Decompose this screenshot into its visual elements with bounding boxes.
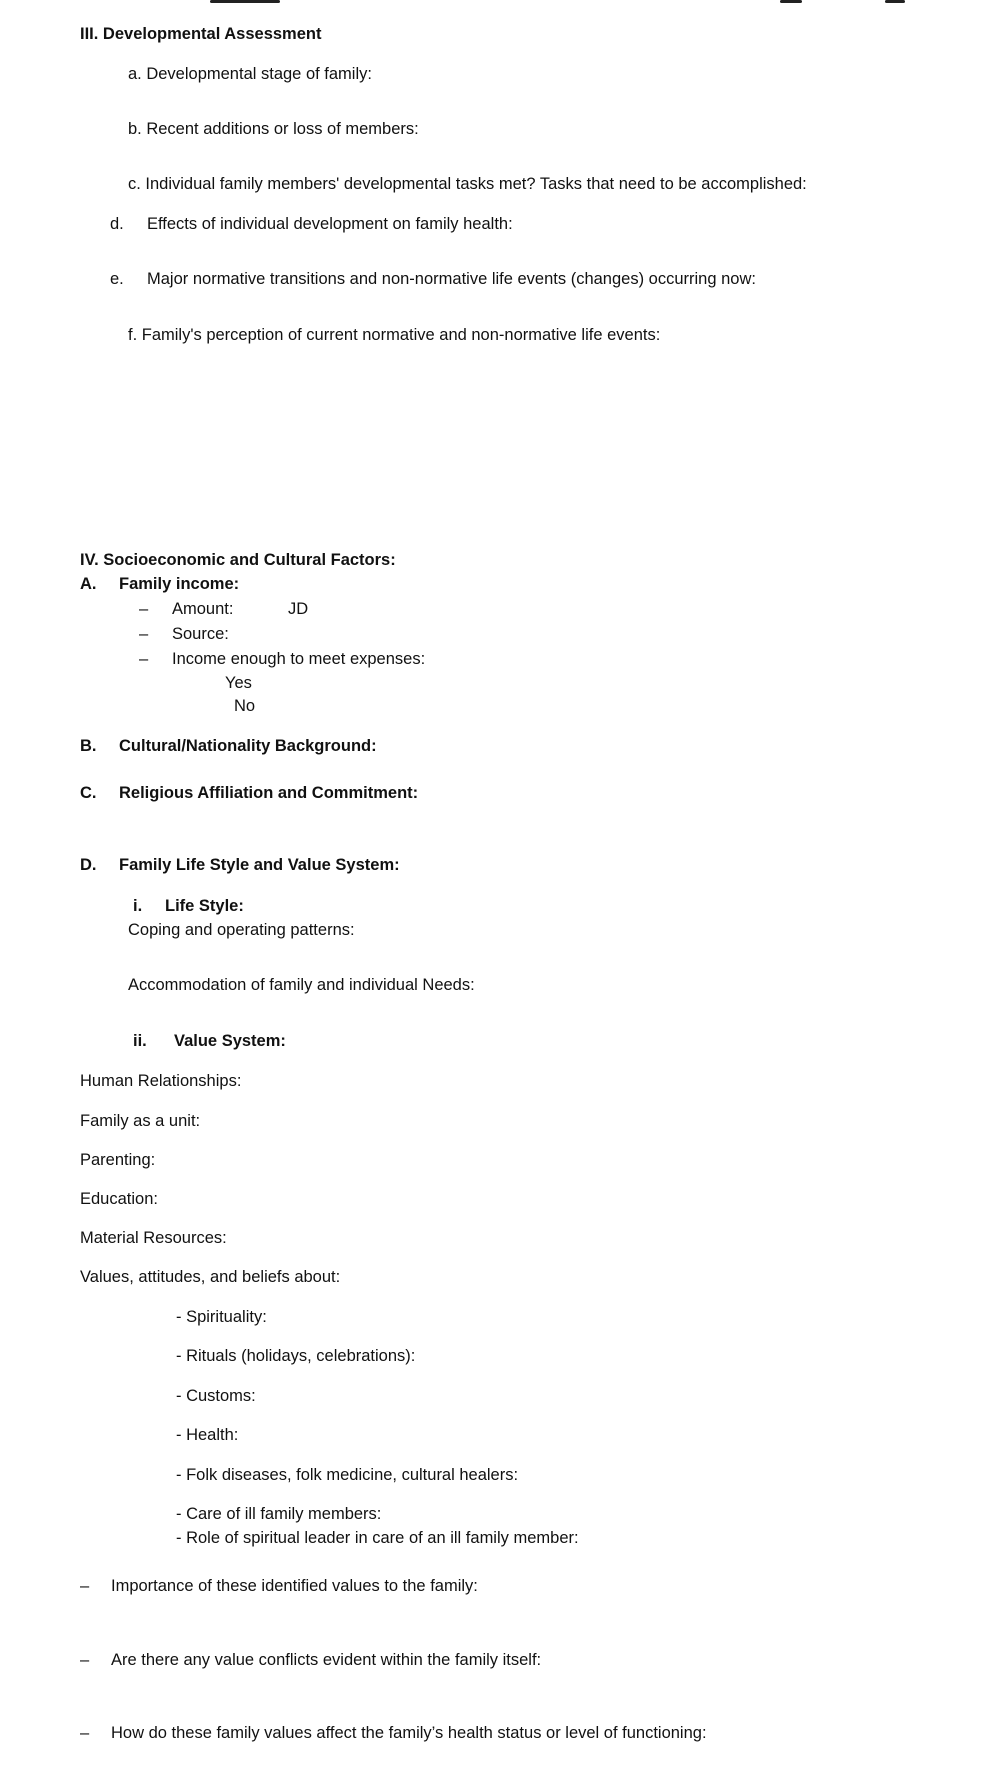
value-line: Education: [80, 1190, 158, 1208]
value-line: Family as a unit: [80, 1112, 201, 1130]
belief-item: - Rituals (holidays, celebrations): [176, 1347, 416, 1365]
item-a: a. Developmental stage of family: [128, 65, 372, 83]
item-e: Major normative transitions and non-normative life events (changes) occurring now: [147, 270, 756, 288]
belief-item: - Role of spiritual leader in care of an ill family member: [176, 1529, 579, 1547]
belief-item: - Health: [176, 1426, 239, 1444]
item-ii-marker: ii. [133, 1032, 147, 1050]
income-amount-value: JD [288, 600, 309, 618]
previous-page-text-fragment [0, 0, 989, 4]
question-item: Are there any value conflicts evident within the family itself: [111, 1651, 542, 1669]
income-dash: – [139, 625, 149, 643]
item-c: c. Individual family members' developmental tasks met? Tasks that need to be accomplished: [128, 175, 807, 193]
value-line: Parenting: [80, 1151, 156, 1169]
value-line: Material Resources: [80, 1229, 227, 1247]
item-ii: Value System: [174, 1032, 286, 1050]
section-3-heading: III. Developmental Assessment [80, 25, 322, 43]
question-dash: – [80, 1724, 90, 1742]
item-A-marker: A. [80, 575, 97, 593]
item-d: Effects of individual development on family health: [147, 215, 513, 233]
item-D-marker: D. [80, 856, 97, 874]
section-4-heading: IV. Socioeconomic and Cultural Factors: [80, 551, 396, 569]
question-dash: – [80, 1577, 90, 1595]
item-C: Religious Affiliation and Commitment: [119, 784, 419, 802]
income-amount-label: Amount: [172, 600, 234, 618]
coping-line: Coping and operating patterns: [128, 921, 355, 939]
belief-item: - Care of ill family members: [176, 1505, 382, 1523]
item-d-marker: d. [110, 215, 124, 233]
question-item: How do these family values affect the family’s health status or level of functioning: [111, 1724, 707, 1742]
option-yes: Yes [225, 674, 252, 692]
item-B: Cultural/Nationality Background: [119, 737, 377, 755]
belief-item: - Customs: [176, 1387, 256, 1405]
item-C-marker: C. [80, 784, 97, 802]
item-e-marker: e. [110, 270, 124, 288]
item-b: b. Recent additions or loss of members: [128, 120, 419, 138]
income-source-label: Source: [172, 625, 229, 643]
accommodation-line: Accommodation of family and individual Needs: [128, 976, 475, 994]
option-no: No [234, 697, 256, 715]
item-f: f. Family's perception of current normative and non-normative life events: [128, 326, 661, 344]
question-item: Importance of these identified values to the family: [111, 1577, 478, 1595]
income-dash: – [139, 600, 149, 618]
item-B-marker: B. [80, 737, 97, 755]
item-i: Life Style: [165, 897, 244, 915]
value-line: Values, attitudes, and beliefs about: [80, 1268, 341, 1286]
item-i-marker: i. [133, 897, 143, 915]
item-A: Family income: [119, 575, 240, 593]
item-D: Family Life Style and Value System: [119, 856, 400, 874]
belief-item: - Spirituality: [176, 1308, 267, 1326]
income-dash: – [139, 650, 149, 668]
income-enough-label: Income enough to meet expenses: [172, 650, 426, 668]
value-line: Human Relationships: [80, 1072, 242, 1090]
belief-item: - Folk diseases, folk medicine, cultural healers: [176, 1466, 519, 1484]
question-dash: – [80, 1651, 90, 1669]
